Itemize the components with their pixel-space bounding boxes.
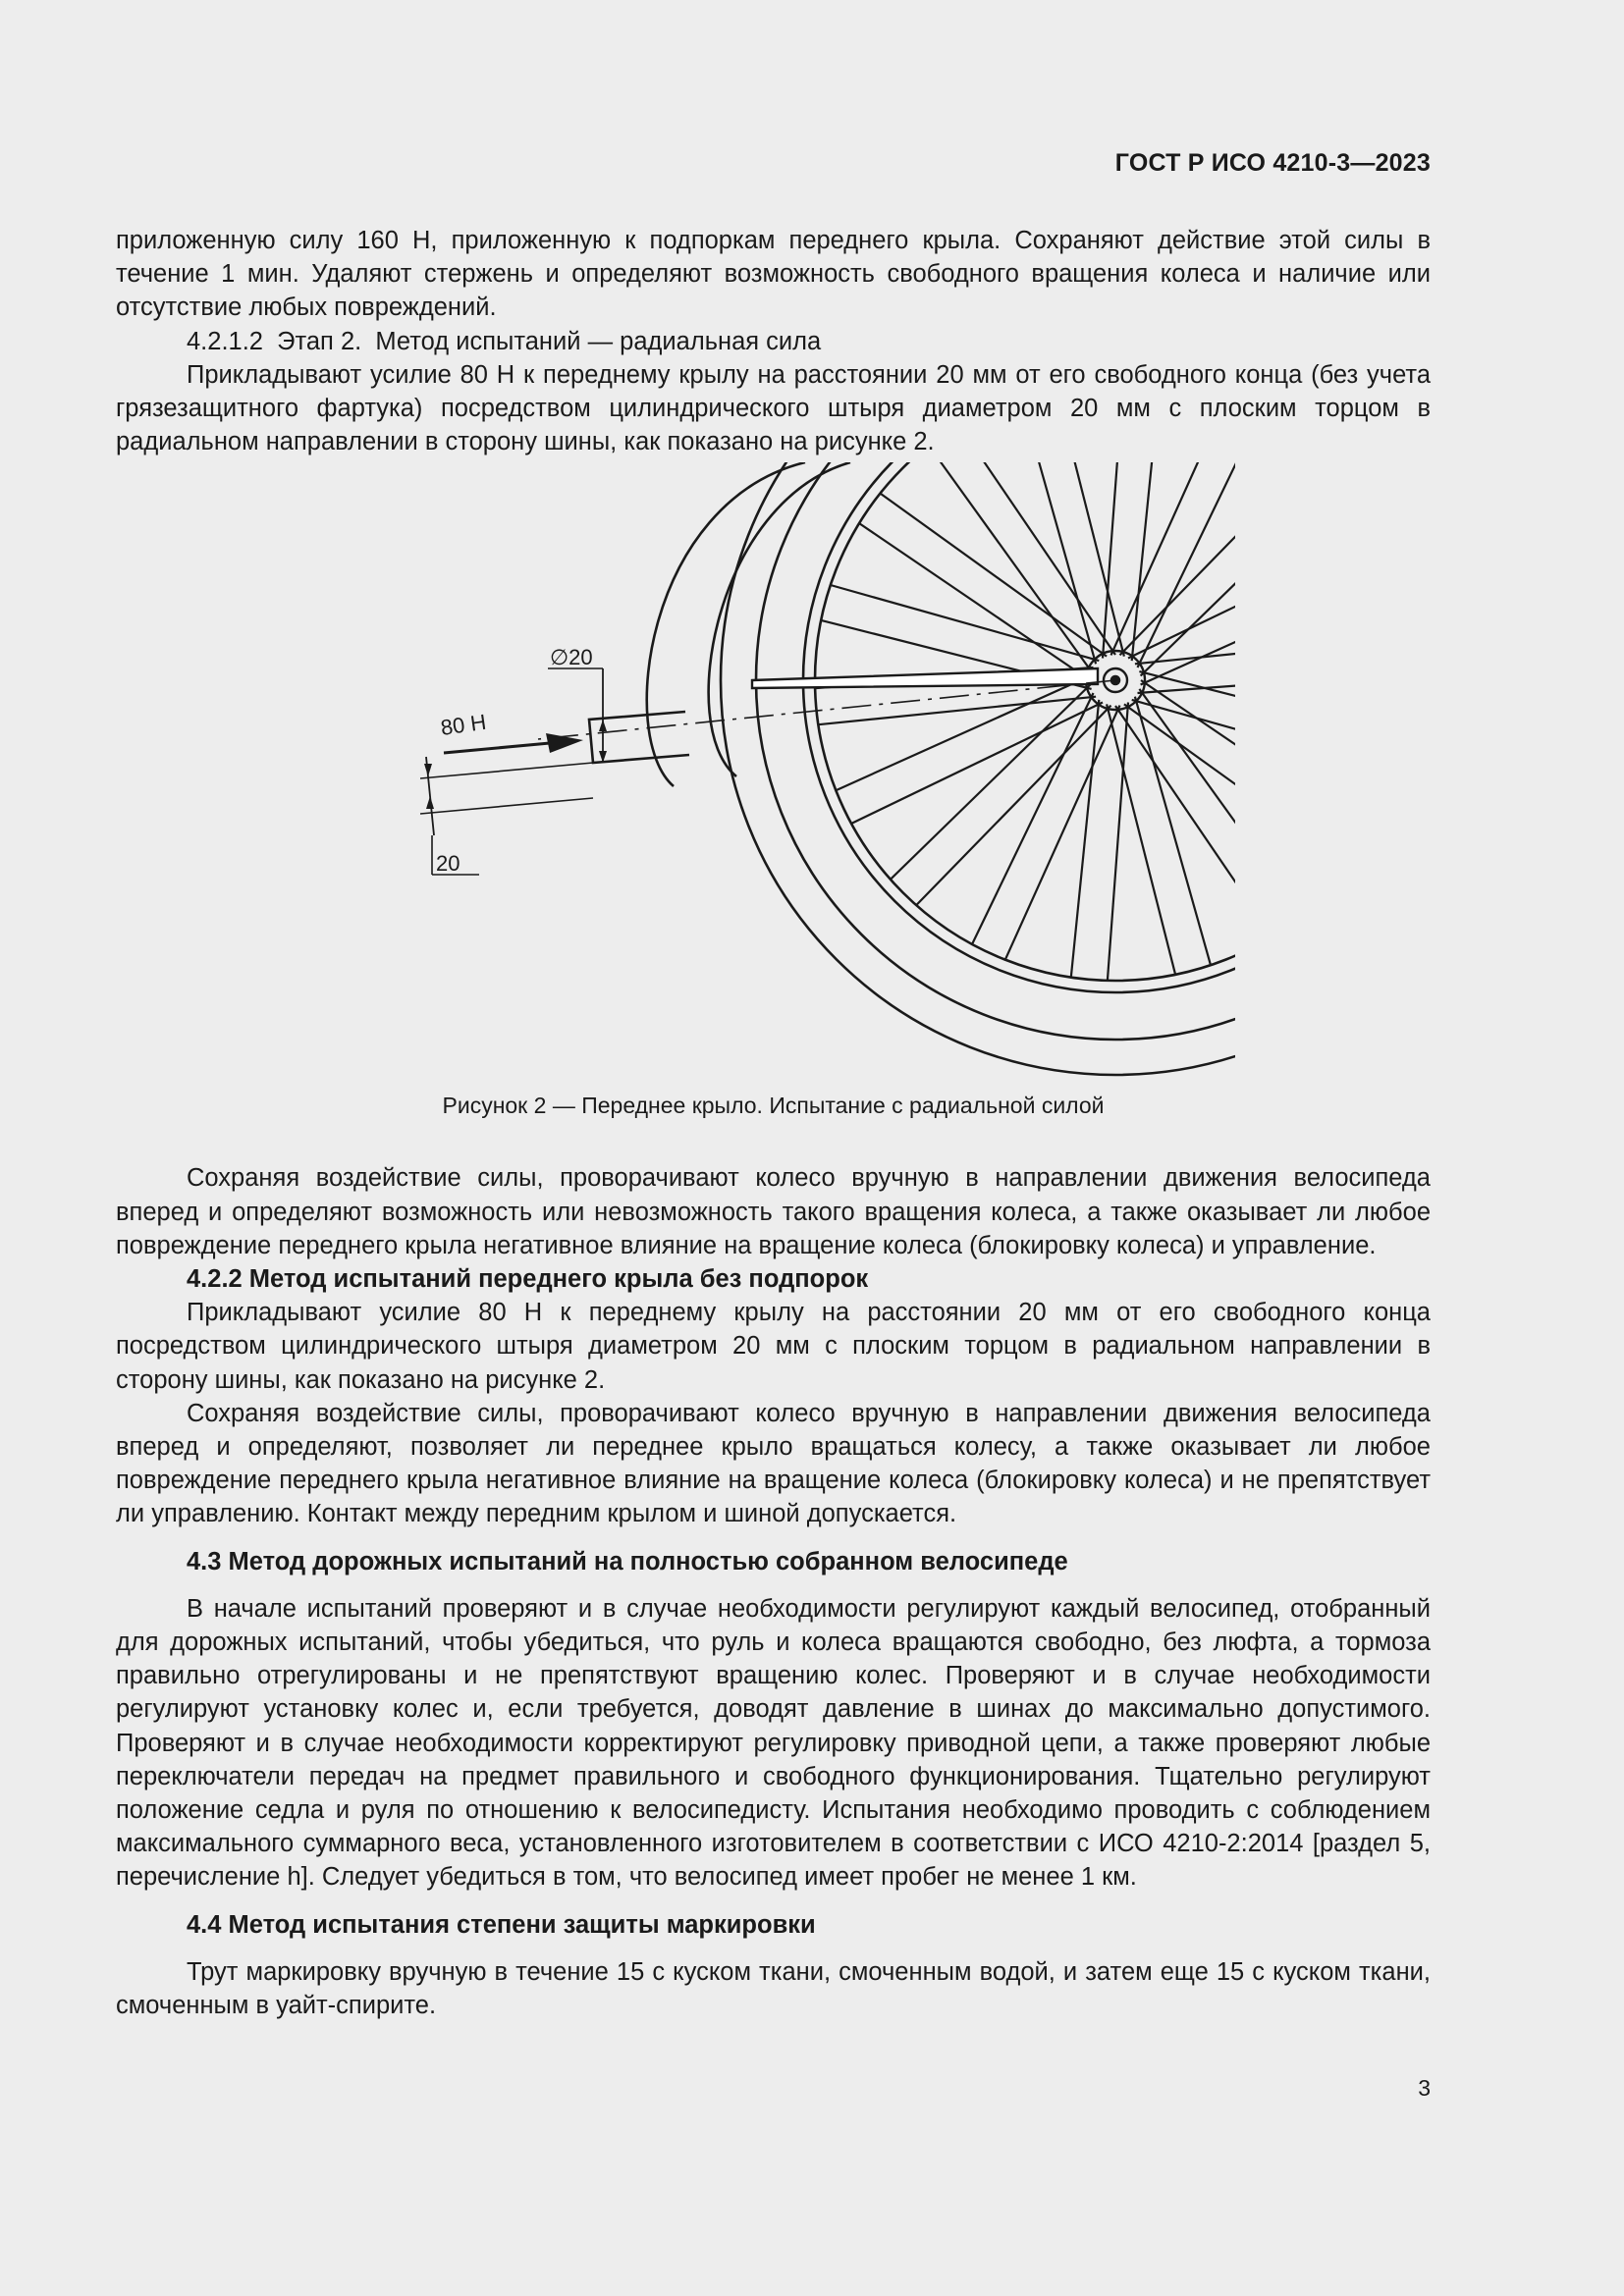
section-heading-4-2-2: 4.2.2 Метод испытаний переднего крыла без подпорок: [187, 1265, 869, 1294]
paragraph: Прикладывают усилие 80 Н к переднему крылу на расстоянии 20 мм от его свободного конца посредством цилиндрического штыря диаметром 20 мм с плоским торцом в радиальном направлении в сторону шины, как показано на рисунке 2.: [116, 1299, 1431, 1394]
force-arrow-shaft: [444, 743, 550, 753]
spoke: [1020, 462, 1096, 664]
spoke: [972, 693, 1094, 944]
spoke: [1120, 462, 1236, 655]
front-mudguard-diagram: [420, 462, 1235, 1091]
page-content: [116, 224, 1431, 2022]
paragraph: В начале испытаний проверяют и в случае необходимости регулируют каждый велосипед, отобранный для дорожных испытаний, чтобы убедиться, что руль и колеса вращаются свободно, без люфта, а тормоза правильно отрегулированы и не препятствуют вращению колес. Проверяют и в случае необходимости регулируют установку колес и, если требуется, доводят давление в шинах до максимально допустимого. Проверяют и в случае необходимости корректируют регулировку приводной цепи, а также проверяют любые переключатели передач на предмет правильного и свободного функционирования. Тщательно регулируют положение седла и руля по отношению к велосипедисту. Испытания необходимо проводить с соблюдением максимального суммарного веса, установленного изготовителем в соответствии с ИСО 4210-2:2014 [раздел 5, перечисление h]. Следует убедиться в том, что велосипед имеет пробег не менее 1 км.: [116, 1594, 1431, 1892]
force-label: 80 Н: [439, 710, 488, 741]
paragraph: Трут маркировку вручную в течение 15 с куском ткани, смоченным водой, и затем еще 15 с куском ткани, смоченным в уайт-спирите.: [116, 1957, 1431, 2020]
tyre-inner: [756, 462, 1235, 1040]
spoke: [1128, 537, 1235, 659]
diameter-label: ∅20: [550, 645, 593, 670]
section-heading-4-4: 4.4 Метод испытания степени защиты маркировки: [187, 1910, 816, 1939]
document-code-header: ГОСТ Р ИСО 4210-3—2023: [1114, 149, 1431, 177]
spoke: [1103, 462, 1123, 659]
spoke: [929, 462, 1092, 671]
fender-inner-edge: [709, 462, 850, 776]
page-number: 3: [1418, 2075, 1431, 2101]
subsection-title-4-2-1-2: 4.2.1.2 Этап 2. Метод испытаний — радиальная сила: [187, 327, 822, 355]
paragraph: Сохраняя воздействие силы, проворачивают колесо вручную в направлении движения велосипеда вперед и определяют, позволяет ли переднее крыло вращаться колесу, а также оказывает ли любое повреждение переднего крыла негативное влияние на вращение колеса (блокировку колеса) и не препятствует ли управлению. Контакт между передним крылом и шиной допускается.: [116, 1399, 1431, 1528]
wheel-spokes: [815, 462, 1235, 981]
spoke: [1141, 570, 1235, 685]
spoke: [958, 462, 1115, 655]
spoke: [851, 703, 1103, 825]
spoke: [836, 676, 1090, 791]
paragraph: Сохраняя воздействие силы, проворачивают колесо вручную в направлении движения велосипеда вперед и определяют возможность или невозможность такого вращения колеса, а также оказывает ли любое повреждение переднего крыла негативное влияние на вращение колеса (блокировку колеса) и управление.: [116, 1164, 1431, 1259]
spoke: [1111, 462, 1226, 655]
paragraph: Прикладывают усилие 80 Н к переднему крылу на расстоянии 20 мм от его свободного конца (без учета грязезащитного фартука) посредством цилиндрического штыря диаметром 20 мм с плоским торцом в радиальном направлении в сторону шины, как показано на рисунке 2.: [116, 360, 1431, 456]
figure-2: [116, 458, 1431, 1091]
section-heading-4-3: 4.3 Метод дорожных испытаний на полностью собранном велосипеде: [187, 1547, 1068, 1575]
paragraph: приложенную силу 160 Н, приложенную к подпоркам переднего крыла. Сохраняют действие этой силы в течение 1 мин. Удаляют стержень и определяют возможность свободного вращения колеса и наличие или отсутствие любых повреждений.: [116, 227, 1431, 322]
distance-label: 20: [436, 851, 460, 877]
rim-outer: [803, 462, 1235, 992]
spoke: [1141, 482, 1235, 676]
center-line: [538, 680, 1115, 739]
rim-inner: [815, 462, 1235, 981]
spoke: [1005, 706, 1120, 960]
figure-caption: Рисунок 2 — Переднее крыло. Испытание с радиальной силой: [442, 1093, 1105, 1119]
